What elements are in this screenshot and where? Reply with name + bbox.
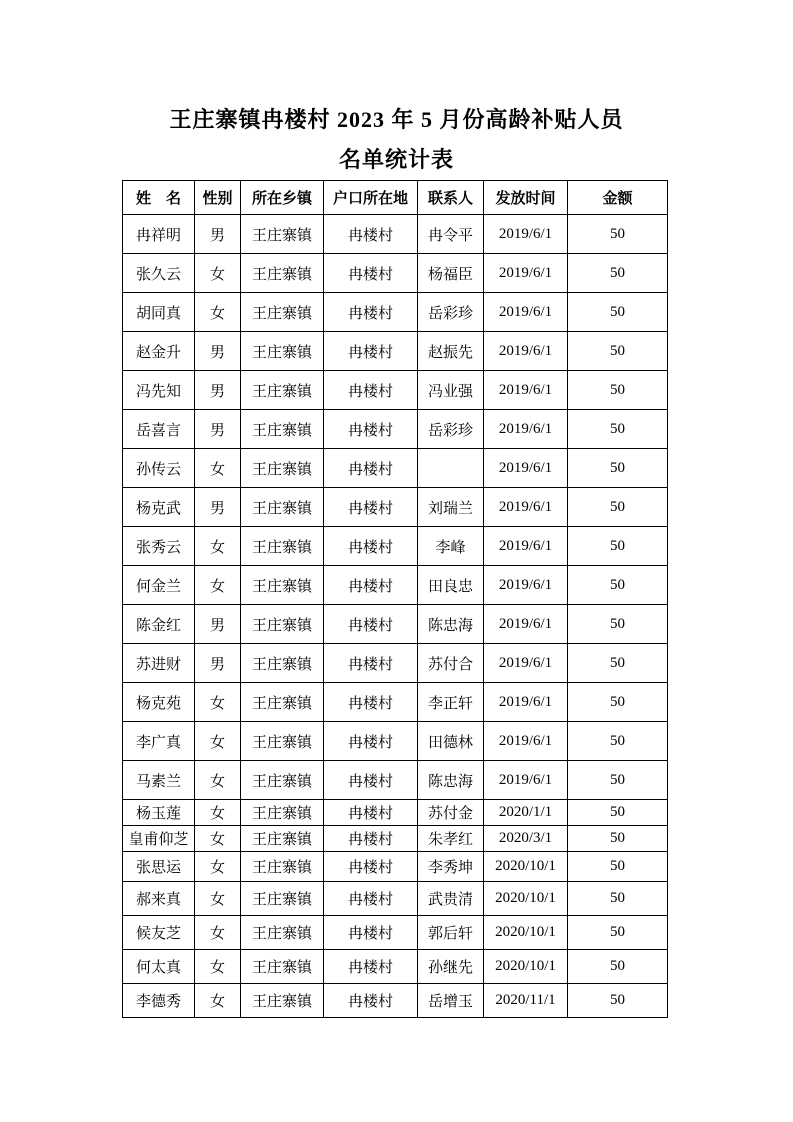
cell-town: 王庄寨镇 (241, 916, 324, 950)
cell-gender: 男 (195, 332, 241, 371)
cell-name: 杨克苑 (123, 683, 195, 722)
cell-contact: 李峰 (418, 527, 484, 566)
cell-gender: 女 (195, 722, 241, 761)
cell-name: 候友芝 (123, 916, 195, 950)
cell-contact: 李正轩 (418, 683, 484, 722)
cell-gender: 女 (195, 527, 241, 566)
cell-gender: 男 (195, 644, 241, 683)
cell-date: 2020/10/1 (484, 950, 568, 984)
cell-date: 2019/6/1 (484, 566, 568, 605)
cell-registry: 冉楼村 (324, 644, 418, 683)
cell-amount: 50 (568, 852, 668, 882)
cell-name: 皇甫仰芝 (123, 826, 195, 852)
cell-registry: 冉楼村 (324, 800, 418, 826)
table-row (123, 826, 668, 852)
table-row (123, 761, 668, 800)
cell-gender: 女 (195, 950, 241, 984)
cell-registry: 冉楼村 (324, 984, 418, 1018)
table-row (123, 984, 668, 1018)
cell-contact: 岳增玉 (418, 984, 484, 1018)
document-title (0, 0, 793, 180)
header-amount: 金额 (568, 181, 668, 215)
table-row (123, 605, 668, 644)
header-gender: 性别 (195, 181, 241, 215)
cell-registry: 冉楼村 (324, 916, 418, 950)
cell-contact: 武贵清 (418, 882, 484, 916)
cell-amount: 50 (568, 605, 668, 644)
cell-town: 王庄寨镇 (241, 371, 324, 410)
cell-amount: 50 (568, 293, 668, 332)
cell-registry: 冉楼村 (324, 950, 418, 984)
cell-registry: 冉楼村 (324, 449, 418, 488)
cell-date: 2019/6/1 (484, 254, 568, 293)
header-name: 姓 名 (123, 181, 195, 215)
cell-contact: 赵振先 (418, 332, 484, 371)
cell-name: 岳喜言 (123, 410, 195, 449)
table-row (123, 293, 668, 332)
cell-amount: 50 (568, 371, 668, 410)
cell-town: 王庄寨镇 (241, 800, 324, 826)
table-row (123, 215, 668, 254)
cell-name: 苏进财 (123, 644, 195, 683)
table-row (123, 852, 668, 882)
cell-name: 张久云 (123, 254, 195, 293)
cell-amount: 50 (568, 254, 668, 293)
cell-contact: 苏付金 (418, 800, 484, 826)
cell-town: 王庄寨镇 (241, 449, 324, 488)
table-row (123, 683, 668, 722)
cell-date: 2019/6/1 (484, 722, 568, 761)
cell-contact: 苏付合 (418, 644, 484, 683)
cell-amount: 50 (568, 527, 668, 566)
document-title-line-1: 王庄寨镇冉楼村 2023 年 5 月份高龄补贴人员 (169, 107, 624, 132)
table-row (123, 882, 668, 916)
table-row (123, 566, 668, 605)
cell-date: 2019/6/1 (484, 605, 568, 644)
table-row (123, 332, 668, 371)
table-row (123, 950, 668, 984)
cell-town: 王庄寨镇 (241, 882, 324, 916)
table-row (123, 527, 668, 566)
cell-name: 杨玉莲 (123, 800, 195, 826)
cell-contact: 田良忠 (418, 566, 484, 605)
cell-town: 王庄寨镇 (241, 683, 324, 722)
cell-gender: 女 (195, 826, 241, 852)
table-header-row (123, 181, 668, 215)
cell-amount: 50 (568, 984, 668, 1018)
cell-gender: 女 (195, 761, 241, 800)
table-row (123, 916, 668, 950)
cell-name: 李广真 (123, 722, 195, 761)
cell-town: 王庄寨镇 (241, 605, 324, 644)
cell-date: 2019/6/1 (484, 371, 568, 410)
cell-registry: 冉楼村 (324, 683, 418, 722)
cell-registry: 冉楼村 (324, 410, 418, 449)
cell-date: 2019/6/1 (484, 332, 568, 371)
cell-registry: 冉楼村 (324, 882, 418, 916)
cell-registry: 冉楼村 (324, 371, 418, 410)
cell-name: 马素兰 (123, 761, 195, 800)
cell-date: 2020/11/1 (484, 984, 568, 1018)
cell-contact: 李秀坤 (418, 852, 484, 882)
cell-amount: 50 (568, 882, 668, 916)
cell-gender: 男 (195, 488, 241, 527)
header-contact: 联系人 (418, 181, 484, 215)
cell-town: 王庄寨镇 (241, 722, 324, 761)
cell-name: 郝来真 (123, 882, 195, 916)
cell-contact: 冯业强 (418, 371, 484, 410)
cell-name: 冯先知 (123, 371, 195, 410)
cell-amount: 50 (568, 449, 668, 488)
cell-registry: 冉楼村 (324, 332, 418, 371)
cell-registry: 冉楼村 (324, 826, 418, 852)
cell-date: 2019/6/1 (484, 293, 568, 332)
cell-amount: 50 (568, 683, 668, 722)
cell-town: 王庄寨镇 (241, 527, 324, 566)
table-row (123, 644, 668, 683)
cell-contact: 孙继先 (418, 950, 484, 984)
cell-date: 2020/1/1 (484, 800, 568, 826)
cell-gender: 男 (195, 605, 241, 644)
cell-amount: 50 (568, 950, 668, 984)
cell-amount: 50 (568, 215, 668, 254)
cell-registry: 冉楼村 (324, 852, 418, 882)
cell-name: 冉祥明 (123, 215, 195, 254)
cell-contact: 刘瑞兰 (418, 488, 484, 527)
cell-date: 2019/6/1 (484, 488, 568, 527)
cell-amount: 50 (568, 488, 668, 527)
cell-contact: 朱孝红 (418, 826, 484, 852)
cell-registry: 冉楼村 (324, 488, 418, 527)
table-row (123, 800, 668, 826)
cell-town: 王庄寨镇 (241, 488, 324, 527)
cell-contact: 陈忠海 (418, 761, 484, 800)
cell-amount: 50 (568, 410, 668, 449)
cell-gender: 女 (195, 254, 241, 293)
cell-gender: 男 (195, 215, 241, 254)
cell-contact: 岳彩珍 (418, 293, 484, 332)
header-registry: 户口所在地 (324, 181, 418, 215)
cell-gender: 女 (195, 916, 241, 950)
cell-date: 2020/3/1 (484, 826, 568, 852)
cell-gender: 女 (195, 984, 241, 1018)
cell-contact: 岳彩珍 (418, 410, 484, 449)
cell-town: 王庄寨镇 (241, 410, 324, 449)
cell-registry: 冉楼村 (324, 722, 418, 761)
cell-amount: 50 (568, 800, 668, 826)
table-row (123, 449, 668, 488)
cell-name: 陈金红 (123, 605, 195, 644)
cell-date: 2019/6/1 (484, 761, 568, 800)
cell-amount: 50 (568, 644, 668, 683)
cell-contact: 陈忠海 (418, 605, 484, 644)
header-date: 发放时间 (484, 181, 568, 215)
cell-date: 2019/6/1 (484, 644, 568, 683)
cell-name: 杨克武 (123, 488, 195, 527)
document-title-line-2: 名单统计表 (338, 147, 454, 172)
cell-town: 王庄寨镇 (241, 950, 324, 984)
cell-town: 王庄寨镇 (241, 984, 324, 1018)
cell-amount: 50 (568, 916, 668, 950)
cell-name: 赵金升 (123, 332, 195, 371)
cell-registry: 冉楼村 (324, 566, 418, 605)
cell-town: 王庄寨镇 (241, 761, 324, 800)
cell-gender: 女 (195, 566, 241, 605)
cell-contact: 田德林 (418, 722, 484, 761)
cell-date: 2019/6/1 (484, 527, 568, 566)
cell-gender: 男 (195, 371, 241, 410)
cell-town: 王庄寨镇 (241, 644, 324, 683)
table-row (123, 722, 668, 761)
cell-date: 2020/10/1 (484, 882, 568, 916)
cell-name: 孙传云 (123, 449, 195, 488)
subsidy-table (122, 180, 668, 1018)
cell-amount: 50 (568, 761, 668, 800)
cell-registry: 冉楼村 (324, 293, 418, 332)
cell-amount: 50 (568, 566, 668, 605)
cell-date: 2020/10/1 (484, 852, 568, 882)
cell-date: 2020/10/1 (484, 916, 568, 950)
cell-name: 何太真 (123, 950, 195, 984)
cell-date: 2019/6/1 (484, 449, 568, 488)
cell-gender: 女 (195, 882, 241, 916)
cell-date: 2019/6/1 (484, 410, 568, 449)
table-row (123, 410, 668, 449)
cell-town: 王庄寨镇 (241, 566, 324, 605)
cell-gender: 女 (195, 852, 241, 882)
table-row (123, 488, 668, 527)
cell-amount: 50 (568, 332, 668, 371)
header-town: 所在乡镇 (241, 181, 324, 215)
cell-registry: 冉楼村 (324, 527, 418, 566)
cell-registry: 冉楼村 (324, 605, 418, 644)
cell-gender: 女 (195, 293, 241, 332)
cell-gender: 女 (195, 800, 241, 826)
cell-amount: 50 (568, 722, 668, 761)
cell-town: 王庄寨镇 (241, 215, 324, 254)
cell-gender: 女 (195, 449, 241, 488)
cell-contact (418, 449, 484, 488)
table-row (123, 371, 668, 410)
cell-registry: 冉楼村 (324, 254, 418, 293)
cell-town: 王庄寨镇 (241, 332, 324, 371)
cell-town: 王庄寨镇 (241, 852, 324, 882)
cell-name: 何金兰 (123, 566, 195, 605)
cell-contact: 冉令平 (418, 215, 484, 254)
cell-date: 2019/6/1 (484, 683, 568, 722)
cell-contact: 杨福臣 (418, 254, 484, 293)
table-body (123, 215, 668, 1018)
cell-town: 王庄寨镇 (241, 826, 324, 852)
cell-name: 张思运 (123, 852, 195, 882)
cell-town: 王庄寨镇 (241, 254, 324, 293)
cell-contact: 郭后轩 (418, 916, 484, 950)
table-row (123, 254, 668, 293)
cell-name: 胡同真 (123, 293, 195, 332)
cell-registry: 冉楼村 (324, 761, 418, 800)
cell-gender: 女 (195, 683, 241, 722)
cell-name: 李德秀 (123, 984, 195, 1018)
cell-registry: 冉楼村 (324, 215, 418, 254)
cell-date: 2019/6/1 (484, 215, 568, 254)
cell-name: 张秀云 (123, 527, 195, 566)
cell-amount: 50 (568, 826, 668, 852)
cell-town: 王庄寨镇 (241, 293, 324, 332)
cell-gender: 男 (195, 410, 241, 449)
